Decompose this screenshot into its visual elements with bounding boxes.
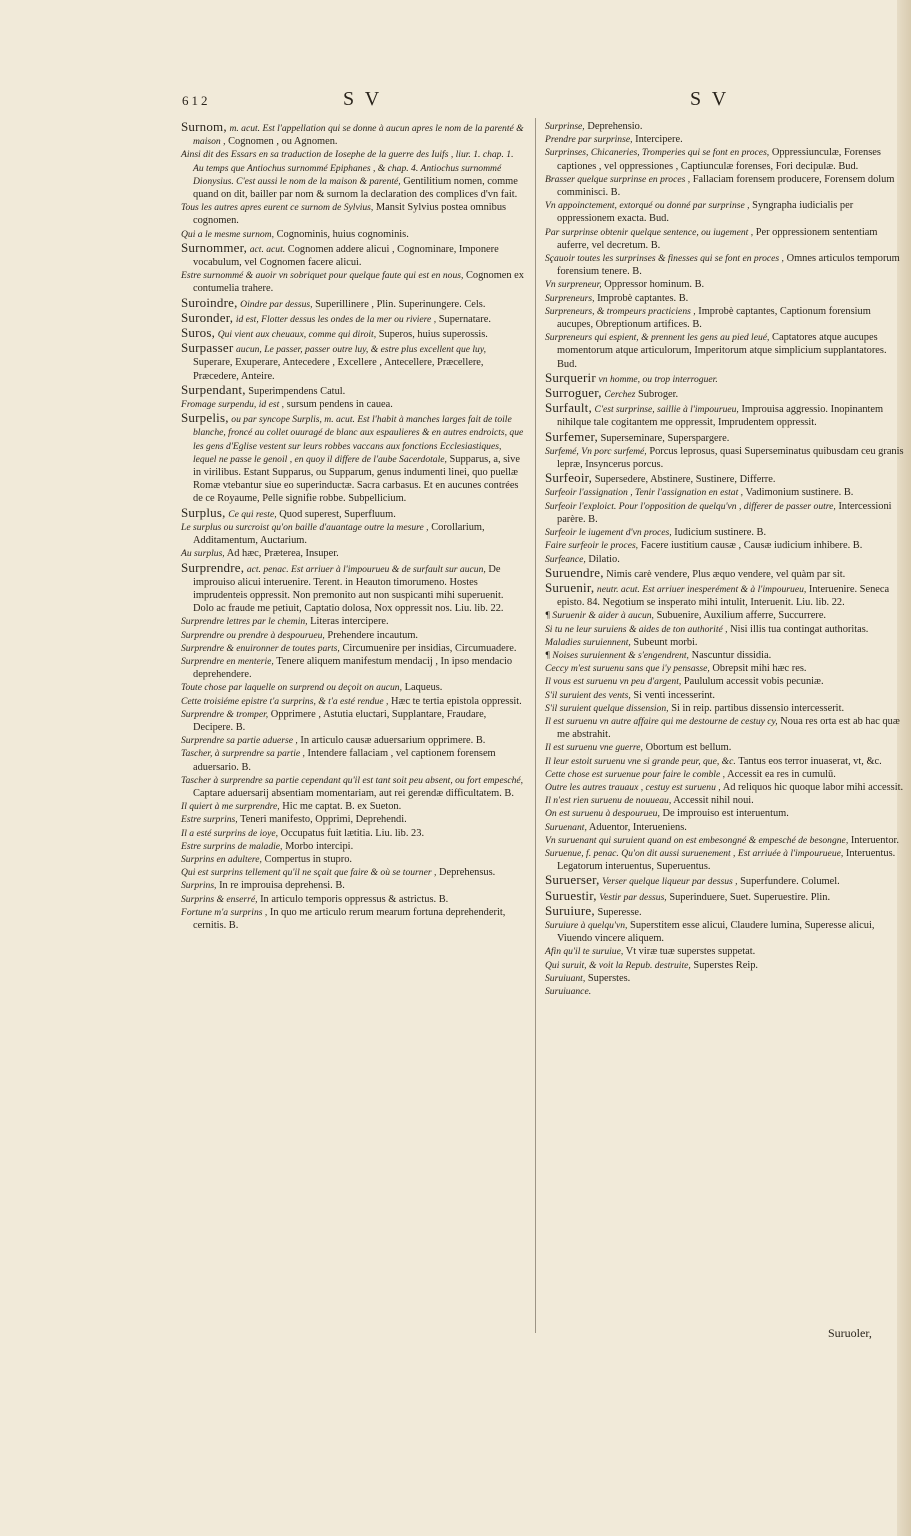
french-gloss: Surprendre en menterie, bbox=[181, 655, 274, 667]
french-gloss: Fromage surpendu, id est , bbox=[181, 399, 285, 411]
latin-gloss: In quo me articulo rerum mearum fortuna deprehenderit, cernitis. B. bbox=[193, 906, 506, 931]
latin-gloss: Hic me captat. B. ex Sueton. bbox=[282, 801, 402, 813]
headword: Surprendre, bbox=[181, 559, 245, 575]
french-gloss: Ceccy m'est suruenu sans que i'y pensasse, bbox=[545, 663, 710, 675]
french-gloss: Le surplus ou surcroist qu'on baille d'auantage outre la mesure , bbox=[181, 521, 429, 533]
dictionary-entry bbox=[545, 278, 905, 291]
latin-gloss: Si in reip. partibus dissensio intercesserit. bbox=[671, 702, 845, 714]
column-divider bbox=[535, 118, 536, 1333]
dictionary-entry bbox=[545, 972, 905, 985]
french-gloss: Il a esté surprins de ioye, bbox=[181, 827, 278, 839]
dictionary-entry bbox=[181, 615, 524, 628]
dictionary-entry bbox=[545, 133, 905, 146]
french-gloss: ou par syncope Surplis, m. acut. Est l'habit à manches larges fait de toile blanche, froncé au collet ouuragé de blanc aux espaulieres & en autres endroicts, que les gens d'Eglise vestent sur leurs robbes vaccans aux fonctions Ecclesiastiques, lequel ne passe le genoil , en quoy il differe de l'aube Sacerdotale, bbox=[193, 414, 524, 465]
latin-gloss: Corollarium, Additamentum, Auctarium. bbox=[193, 521, 485, 547]
latin-gloss: Tantus eos terror inuaserat, vt, &c. bbox=[738, 755, 882, 767]
dictionary-entry bbox=[181, 681, 524, 694]
latin-gloss: Supparus, a, sive in virilibus. Estant Supparus, ou Supparum, genus indumenti linei, quo puellæ Romæ vtebantur siue eo superinductæ. Sacra carbasus. Et en aucunes contrées de ce Royaume, Pelle signifie robbe. Subpellicium. bbox=[193, 453, 520, 505]
french-gloss: Surpreneurs qui espient, & prennent les gens au pied leué, bbox=[545, 332, 770, 344]
dictionary-entry bbox=[181, 866, 524, 879]
latin-gloss: Superesse. bbox=[597, 906, 642, 918]
french-gloss: Estre surprins, bbox=[181, 814, 238, 826]
french-gloss: Prendre par surprinse, bbox=[545, 134, 633, 146]
french-gloss: Au surplus, bbox=[181, 548, 225, 560]
dictionary-entry bbox=[545, 847, 905, 873]
dictionary-entry bbox=[545, 904, 905, 919]
latin-gloss: Teneri manifesto, Opprimi, Deprehendi. bbox=[240, 814, 407, 826]
latin-gloss: Accessit nihil noui. bbox=[673, 795, 754, 807]
dictionary-entry bbox=[181, 747, 524, 773]
dictionary-entry bbox=[181, 383, 524, 398]
dictionary-entry bbox=[545, 539, 905, 552]
dictionary-entry bbox=[545, 959, 905, 972]
latin-gloss: Paululum accessit vobis pecuniæ. bbox=[683, 676, 824, 688]
headword: Suruenir, bbox=[545, 579, 595, 595]
dictionary-entry bbox=[181, 893, 524, 906]
latin-gloss: Noua res orta est ab hac quæ me abstrahit. bbox=[557, 715, 900, 741]
latin-gloss: Oppressor hominum. B. bbox=[604, 279, 705, 291]
latin-gloss: Cognominis, huius cognominis. bbox=[276, 228, 409, 240]
french-gloss: Ce qui reste, bbox=[228, 508, 277, 520]
latin-gloss: Supernatare. bbox=[438, 313, 491, 325]
french-gloss: Cerchez bbox=[604, 389, 636, 401]
dictionary-entry bbox=[181, 120, 524, 148]
dictionary-entry bbox=[181, 642, 524, 655]
latin-gloss: Ad reliquos hic quoque labor mihi accessit. bbox=[722, 781, 904, 793]
french-gloss: Cette troisiéme epistre t'a surprins, & t'a esté rendue , bbox=[181, 695, 389, 707]
latin-gloss: In articulo causæ aduersarium opprimere. B. bbox=[300, 735, 486, 747]
dictionary-entry bbox=[181, 827, 524, 840]
headword: Surfeoir, bbox=[545, 470, 593, 486]
page-number: 612 bbox=[182, 93, 211, 108]
dictionary-entry bbox=[545, 662, 905, 675]
french-gloss: Surfemé, Vn porc surfemé, bbox=[545, 445, 647, 457]
latin-gloss: Supersedere, Abstinere, Sustinere, Differre. bbox=[594, 474, 776, 486]
french-gloss: Surpreneurs, & trompeurs practiciens , bbox=[545, 305, 696, 317]
dictionary-entry bbox=[545, 252, 905, 278]
right-column bbox=[545, 120, 905, 998]
latin-gloss: Vadimonium sustinere. B. bbox=[745, 487, 854, 499]
latin-gloss: Superstes Reip. bbox=[693, 959, 759, 971]
french-gloss: Ainsi dit des Essars en sa traduction de Iosephe de la guerre des Iuifs , liur. 1. chap. 1. Au temps que Antiochus surnommé Epiphanes , & chap. 4. Antiochus surnommé Dionysius. C'est aussi le nom de la maison & parenté, bbox=[181, 149, 514, 187]
french-gloss: Qui vient aux cheuaux, comme qui diroit, bbox=[217, 329, 377, 341]
french-gloss: Surfeoir l'assignation , Tenir l'assignation en estat , bbox=[545, 487, 744, 499]
latin-gloss: De improuiso alicui interuenire. Terent. in Heauton timorumeno. Hostes imprudenteis oppressit. Non premonito aut non suspicanti mihi superuenit. Dolo ac fraude me petiuit, Captatio dolosa, Nox oppressit nos. Liu. lib. 22. bbox=[193, 563, 504, 615]
french-gloss: Brasser quelque surprinse en proces , bbox=[545, 173, 691, 185]
latin-gloss: Omnes articulos temporum forensium tenere. B. bbox=[557, 253, 900, 278]
french-gloss: Tascher à surprendre sa partie cependant qu'il est tant soit peu absent, ou fort empesché, bbox=[181, 774, 524, 786]
dictionary-entry bbox=[545, 500, 905, 526]
dictionary-entry bbox=[545, 675, 905, 688]
french-gloss: Verser quelque liqueur par dessus , bbox=[602, 876, 738, 888]
french-gloss: neutr. acut. Est arriuer inesperément & à l'impourueu, bbox=[596, 583, 807, 595]
dictionary-entry bbox=[545, 581, 905, 609]
dictionary-entry bbox=[545, 173, 905, 199]
french-gloss: Vestir par dessus, bbox=[599, 891, 667, 903]
latin-gloss: sursum pendens in cauea. bbox=[286, 399, 393, 411]
right-running-head: S V bbox=[690, 88, 730, 110]
latin-gloss: Superinduere, Suet. Superuestire. Plin. bbox=[669, 891, 831, 903]
french-gloss: Surprinses, Chicaneries, Tromperies qui se font en proces, bbox=[545, 147, 770, 159]
latin-gloss: Prehendere incautum. bbox=[327, 629, 419, 641]
headword: Surpendant, bbox=[181, 381, 246, 397]
latin-gloss: Interuentor. bbox=[850, 834, 900, 846]
french-gloss: Suruiure à quelqu'vn, bbox=[545, 919, 628, 931]
dictionary-entry bbox=[181, 506, 524, 521]
latin-gloss: In articulo temporis oppressus & astrictus. B. bbox=[260, 893, 449, 905]
french-gloss: ¶ Suruenir & aider à aucun, bbox=[545, 610, 654, 622]
french-gloss: Il n'est rien suruenu de nouueau, bbox=[545, 795, 672, 807]
dictionary-entry bbox=[181, 521, 524, 547]
running-header bbox=[0, 88, 911, 118]
french-gloss: Il vous est suruenu vn peu d'argent, bbox=[545, 676, 682, 688]
headword: Suros, bbox=[181, 325, 216, 341]
french-gloss: Toute chose par laquelle on surprend ou deçoit on aucun, bbox=[181, 682, 402, 694]
dictionary-entry bbox=[545, 331, 905, 371]
french-gloss: Estre surnommé & auoir vn sobriquet pour quelque faute qui est en nous, bbox=[181, 270, 464, 282]
dictionary-entry bbox=[545, 919, 905, 945]
french-gloss: S'il suruient quelque dissension, bbox=[545, 702, 669, 714]
french-gloss: Estre surprins de maladie, bbox=[181, 840, 283, 852]
latin-gloss: Superillinere , Plin. Superinungere. Cels. bbox=[315, 298, 486, 310]
french-gloss: act. acut. bbox=[249, 243, 286, 255]
dictionary-entry bbox=[181, 734, 524, 747]
latin-gloss: Subeunt morbi. bbox=[633, 636, 698, 648]
latin-gloss: Oppressiunculæ, Forenses captiones , vel oppressiones , Captiunculæ forenses, Fori decipulæ. Bud. bbox=[557, 147, 881, 172]
dictionary-entry bbox=[181, 774, 524, 800]
french-gloss: Surfeoir l'exploict. Pour l'opposition de quelqu'vn , differer de passer outre, bbox=[545, 500, 836, 512]
latin-gloss: Captatores atque aucupes momentorum atque articulorum, Imperitorum atque simplicium supplantatores. Bud. bbox=[557, 332, 887, 370]
headword: Suruiure, bbox=[545, 902, 595, 918]
dictionary-entry bbox=[181, 398, 524, 411]
dictionary-entry bbox=[181, 840, 524, 853]
dictionary-entry bbox=[181, 241, 524, 269]
latin-gloss: Circumuenire per insidias, Circumuadere. bbox=[342, 642, 517, 654]
latin-gloss: Syngrapha iudicialis per oppressionem exacta. Bud. bbox=[557, 200, 854, 225]
latin-gloss: Fallaciam forensem producere, Forensem dolum comminisci. B. bbox=[557, 173, 895, 199]
headword: Suroindre, bbox=[181, 294, 238, 310]
french-gloss: On est suruenu à despourueu, bbox=[545, 808, 660, 820]
french-gloss: Suruiuance. bbox=[545, 986, 592, 997]
dictionary-entry bbox=[181, 341, 524, 383]
headword: Surpelis, bbox=[181, 410, 229, 426]
french-gloss: C'est surprinse, saillie à l'impourueu, bbox=[594, 404, 739, 416]
latin-gloss: Improuisa aggressio. Inopinantem nihilque tale cogitantem me oppressit, Imprudentem oppressit. bbox=[557, 404, 884, 429]
french-gloss: Vn surpreneur, bbox=[545, 279, 602, 291]
dictionary-entry bbox=[545, 292, 905, 305]
latin-gloss: Superstitem esse alicui, Claudere lumina, Superesse alicui, Viuendo vincere aliquem. bbox=[557, 919, 875, 945]
french-gloss: vn homme, ou trop interroguer. bbox=[598, 373, 718, 385]
headword: Surfault, bbox=[545, 400, 592, 416]
dictionary-entry bbox=[181, 906, 524, 932]
latin-gloss: Morbo intercipi. bbox=[285, 840, 354, 852]
headword: Surplus, bbox=[181, 504, 226, 520]
latin-gloss: Hæc te tertia epistola oppressit. bbox=[391, 695, 522, 707]
latin-gloss: Interuentus. Legatorum interuentus, Superuentus. bbox=[557, 847, 896, 873]
headword: Surnommer, bbox=[181, 239, 248, 255]
french-gloss: Par surprinse obtenir quelque sentence, ou iugement , bbox=[545, 226, 754, 238]
dictionary-entry bbox=[545, 945, 905, 958]
latin-gloss: Dilatio. bbox=[588, 553, 620, 565]
french-gloss: Il est suruenu vn autre affaire qui me destourne de cestuy cy, bbox=[545, 715, 778, 727]
dictionary-entry bbox=[545, 794, 905, 807]
dictionary-entry bbox=[181, 296, 524, 311]
latin-gloss: Superstes. bbox=[587, 972, 631, 984]
dictionary-entry bbox=[545, 702, 905, 715]
french-gloss: Suruenue, f. penac. Qu'on dit aussi suruenement , Est arriuée à l'impourueue, bbox=[545, 847, 844, 859]
dictionary-entry bbox=[545, 623, 905, 636]
french-gloss: Surfeoir le iugement d'vn proces, bbox=[545, 527, 672, 539]
french-gloss: id est, Flotter dessus les ondes de la mer ou riviere , bbox=[235, 313, 437, 325]
french-gloss: Tous les autres apres eurent ce surnom de Sylvius, bbox=[181, 202, 374, 214]
dictionary-entry bbox=[545, 781, 905, 794]
dictionary-entry bbox=[181, 411, 524, 505]
latin-gloss: Subroger. bbox=[638, 389, 679, 401]
french-gloss: Outre les autres trauaux , cestuy est suruenu , bbox=[545, 781, 721, 793]
latin-gloss: Cognomen addere alicui , Cognominare, Imponere vocabulum, vel Cognomen facere alicui. bbox=[193, 243, 499, 269]
headword: Surquerir bbox=[545, 369, 596, 385]
french-gloss: Faire surfeoir le proces, bbox=[545, 540, 639, 552]
dictionary-entry bbox=[545, 526, 905, 539]
french-gloss: Surprinse, bbox=[545, 121, 585, 132]
dictionary-entry bbox=[545, 649, 905, 662]
latin-gloss: Mansit Sylvius postea omnibus cognomen. bbox=[193, 202, 507, 227]
headword: Suronder, bbox=[181, 309, 234, 325]
latin-gloss: Laqueus. bbox=[404, 682, 443, 694]
headword: Suruestir, bbox=[545, 887, 597, 903]
french-gloss: Fortune m'a surprins , bbox=[181, 906, 268, 918]
latin-gloss: Cognomen , ou Agnomen. bbox=[228, 136, 338, 148]
dictionary-entry bbox=[181, 708, 524, 734]
dictionary-entry bbox=[545, 741, 905, 754]
french-gloss: aucun, Le passer, passer outre luy, & estre plus excellent que luy, bbox=[235, 344, 486, 356]
latin-gloss: Nascuntur dissidia. bbox=[691, 649, 772, 661]
latin-gloss: Intercessioni parère. B. bbox=[557, 500, 892, 525]
dictionary-entry bbox=[181, 813, 524, 826]
dictionary-entry bbox=[545, 609, 905, 622]
french-gloss: Si tu ne leur suruiens & aides de ton authorité , bbox=[545, 623, 728, 635]
french-gloss: act. penac. Est arriuer à l'impourueu & de surfault sur aucun, bbox=[246, 563, 486, 575]
french-gloss: Vn suruenant qui suruient quand on est embesongné & empesché de besongne, bbox=[545, 834, 849, 846]
french-gloss: Surprins & enserré, bbox=[181, 893, 258, 905]
dictionary-entry bbox=[545, 401, 905, 429]
latin-gloss: Opprimere , Astutia eluctari, Supplantare, Fraudare, Decipere. B. bbox=[193, 708, 487, 733]
french-gloss: Maladies suruiennent, bbox=[545, 636, 631, 648]
headword: Surnom, bbox=[181, 119, 227, 134]
french-gloss: Suruiuant, bbox=[545, 972, 586, 984]
french-gloss: S'il suruient des vents, bbox=[545, 689, 631, 701]
french-gloss: Surprins en adultere, bbox=[181, 853, 262, 865]
latin-gloss: Superfundere. Columel. bbox=[740, 876, 840, 888]
left-column bbox=[181, 120, 524, 932]
catchword: Suruoler, bbox=[828, 1326, 872, 1340]
latin-gloss: Obrepsit mihi hæc res. bbox=[712, 663, 807, 675]
dictionary-entry bbox=[545, 689, 905, 702]
french-gloss: Surprendre lettres par le chemin, bbox=[181, 616, 308, 628]
dictionary-entry bbox=[545, 715, 905, 741]
french-gloss: Il leur estoit suruenu vne si grande peur, que, &c. bbox=[545, 755, 736, 767]
dictionary-entry bbox=[181, 695, 524, 708]
latin-gloss: Obortum est bellum. bbox=[645, 742, 732, 754]
dictionary-entry bbox=[545, 445, 905, 471]
dictionary-entry bbox=[181, 326, 524, 341]
latin-gloss: Vt viræ tuæ superstes suppetat. bbox=[625, 946, 756, 958]
dictionary-entry bbox=[181, 201, 524, 227]
latin-gloss: Cognomen ex contumelia trahere. bbox=[193, 270, 524, 295]
latin-gloss: Accessit ea res in cumulū. bbox=[727, 768, 836, 780]
dictionary-entry bbox=[545, 386, 905, 401]
headword: Surfemer, bbox=[545, 428, 598, 444]
latin-gloss: Intendere fallaciam , vel captionem forensem aduersario. B. bbox=[193, 748, 496, 773]
french-gloss: Il quiert à me surprendre, bbox=[181, 801, 280, 813]
french-gloss: Qui est surprins tellement qu'il ne sçait que faire & où se tourner , bbox=[181, 867, 437, 879]
latin-gloss: In re improuisa deprehensi. B. bbox=[219, 880, 345, 892]
dictionary-entry bbox=[181, 269, 524, 295]
dictionary-entry bbox=[181, 561, 524, 616]
latin-gloss: Superos, huius superossis. bbox=[378, 329, 488, 341]
latin-gloss: Superare, Exuperare, Antecedere , Excellere , Antecellere, Præcellere, Præcedere, Anteire. bbox=[193, 357, 484, 382]
dictionary-entry bbox=[545, 889, 905, 904]
dictionary-entry bbox=[545, 371, 905, 386]
dictionary-entry bbox=[545, 199, 905, 225]
dictionary-entry bbox=[545, 146, 905, 172]
french-gloss: Surprendre & enuironner de toutes parts, bbox=[181, 642, 340, 654]
dictionary-entry bbox=[181, 148, 524, 201]
latin-gloss: Nisi illis tua contingat authoritas. bbox=[730, 623, 869, 635]
dictionary-entry bbox=[545, 486, 905, 499]
dictionary-entry bbox=[545, 120, 905, 133]
dictionary-entry bbox=[545, 985, 905, 998]
french-gloss: Suruenant, bbox=[545, 821, 587, 833]
left-running-head: S V bbox=[343, 88, 383, 110]
headword: Suruendre, bbox=[545, 564, 604, 580]
latin-gloss: Deprehensus. bbox=[438, 867, 496, 879]
french-gloss: Surpreneurs, bbox=[545, 292, 595, 304]
dictionary-entry bbox=[545, 768, 905, 781]
french-gloss: Cette chose est suruenue pour faire le comble , bbox=[545, 768, 726, 780]
latin-gloss: De improuiso est interuentum. bbox=[662, 808, 789, 820]
french-gloss: Qui suruit, & voit la Repub. destruite, bbox=[545, 959, 691, 971]
french-gloss: Qui a le mesme surnom, bbox=[181, 228, 274, 240]
french-gloss: Il est suruenu vne guerre, bbox=[545, 742, 643, 754]
dictionary-entry bbox=[545, 807, 905, 820]
latin-gloss: Superimpendens Catul. bbox=[248, 385, 346, 397]
latin-gloss: Gentilitium nomen, comme quand on dit, bailler par nom & surnom la declaration des complices d'vn fait. bbox=[193, 175, 518, 201]
latin-gloss: Ad hæc, Præterea, Insuper. bbox=[226, 548, 339, 560]
latin-gloss: Captare aduersarij absentiam momentariam, aut rei gerendæ difficultatem. B. bbox=[193, 787, 514, 799]
french-gloss: Afin qu'il te suruiue, bbox=[545, 946, 624, 958]
dictionary-entry bbox=[545, 755, 905, 768]
latin-gloss: Nimis carè vendere, Plus æquo vendere, vel quàm par sit. bbox=[606, 568, 846, 580]
headword: Surpasser bbox=[181, 340, 234, 356]
dictionary-entry bbox=[181, 655, 524, 681]
french-gloss: m. acut. Est l'appellation qui se donne à aucun apres le nom de la parenté & maison , bbox=[193, 123, 524, 148]
latin-gloss: Deprehensio. bbox=[587, 121, 643, 132]
latin-gloss: Improbè captantes. B. bbox=[597, 292, 689, 304]
latin-gloss: Porcus leprosus, quasi Superseminatus quibusdam ceu granis lepræ, Insyncerus porcus. bbox=[557, 445, 904, 471]
headword: Suruerser, bbox=[545, 872, 600, 888]
french-gloss: Surfeance, bbox=[545, 553, 586, 565]
headword: Surroguer, bbox=[545, 385, 602, 401]
french-gloss: Surprendre sa partie aduerse , bbox=[181, 735, 298, 747]
french-gloss: Oindre par dessus, bbox=[240, 298, 313, 310]
latin-gloss: Superseminare, Superspargere. bbox=[600, 432, 730, 444]
latin-gloss: Iudicium sustinere. B. bbox=[674, 527, 767, 539]
latin-gloss: Facere iustitium causæ , Causæ iudicium inhibere. B. bbox=[640, 540, 863, 552]
french-gloss: Tascher, à surprendre sa partie , bbox=[181, 748, 305, 760]
latin-gloss: Literas intercipere. bbox=[310, 616, 389, 628]
latin-gloss: Tenere aliquem manifestum mendacij , In ipso mendacio deprehendere. bbox=[193, 655, 513, 681]
french-gloss: Sçauoir toutes les surprinses & finesses qui se font en proces , bbox=[545, 253, 784, 265]
dictionary-entry bbox=[545, 430, 905, 445]
french-gloss: Surprendre ou prendre à despourueu, bbox=[181, 629, 325, 641]
latin-gloss: Compertus in stupro. bbox=[264, 853, 352, 865]
latin-gloss: Quod superest, Superfluum. bbox=[279, 508, 396, 520]
latin-gloss: Improbè captantes, Captionum forensium aucupes, Obreptionum artifices. B. bbox=[557, 305, 871, 331]
dictionary-entry bbox=[545, 471, 905, 486]
latin-gloss: Interuenire. Seneca episto. 84. Negotium se insperato mihi intulit, Interuenit. Liu. lib. 22. bbox=[557, 583, 890, 609]
latin-gloss: Aduentor, Interueniens. bbox=[588, 821, 687, 833]
latin-gloss: Intercipere. bbox=[635, 134, 683, 146]
dictionary-entry bbox=[545, 566, 905, 581]
dictionary-entry bbox=[545, 305, 905, 331]
dictionary-entry bbox=[181, 800, 524, 813]
french-gloss: Surprins, bbox=[181, 880, 217, 892]
latin-gloss: Occupatus fuit lætitia. Liu. lib. 23. bbox=[280, 827, 425, 839]
dictionary-entry bbox=[545, 821, 905, 834]
dictionary-entry bbox=[181, 879, 524, 892]
dictionary-entry bbox=[181, 311, 524, 326]
french-gloss: Vn appoinctement, extorqué ou donné par surprinse , bbox=[545, 200, 750, 212]
latin-gloss: Si venti incesserint. bbox=[633, 689, 716, 701]
latin-gloss: Per oppressionem sententiam auferre, vel decretum. B. bbox=[557, 226, 878, 251]
dictionary-entry bbox=[545, 226, 905, 252]
dictionary-entry bbox=[545, 834, 905, 847]
dictionary-entry bbox=[181, 853, 524, 866]
dictionary-entry bbox=[545, 873, 905, 888]
dictionary-entry bbox=[545, 636, 905, 649]
french-gloss: ¶ Noises suruiennent & s'engendrent, bbox=[545, 649, 689, 661]
french-gloss: Surprendre & tromper, bbox=[181, 708, 269, 720]
dictionary-entry bbox=[181, 629, 524, 642]
latin-gloss: Subuenire, Auxilium afferre, Succurrere. bbox=[656, 610, 827, 622]
